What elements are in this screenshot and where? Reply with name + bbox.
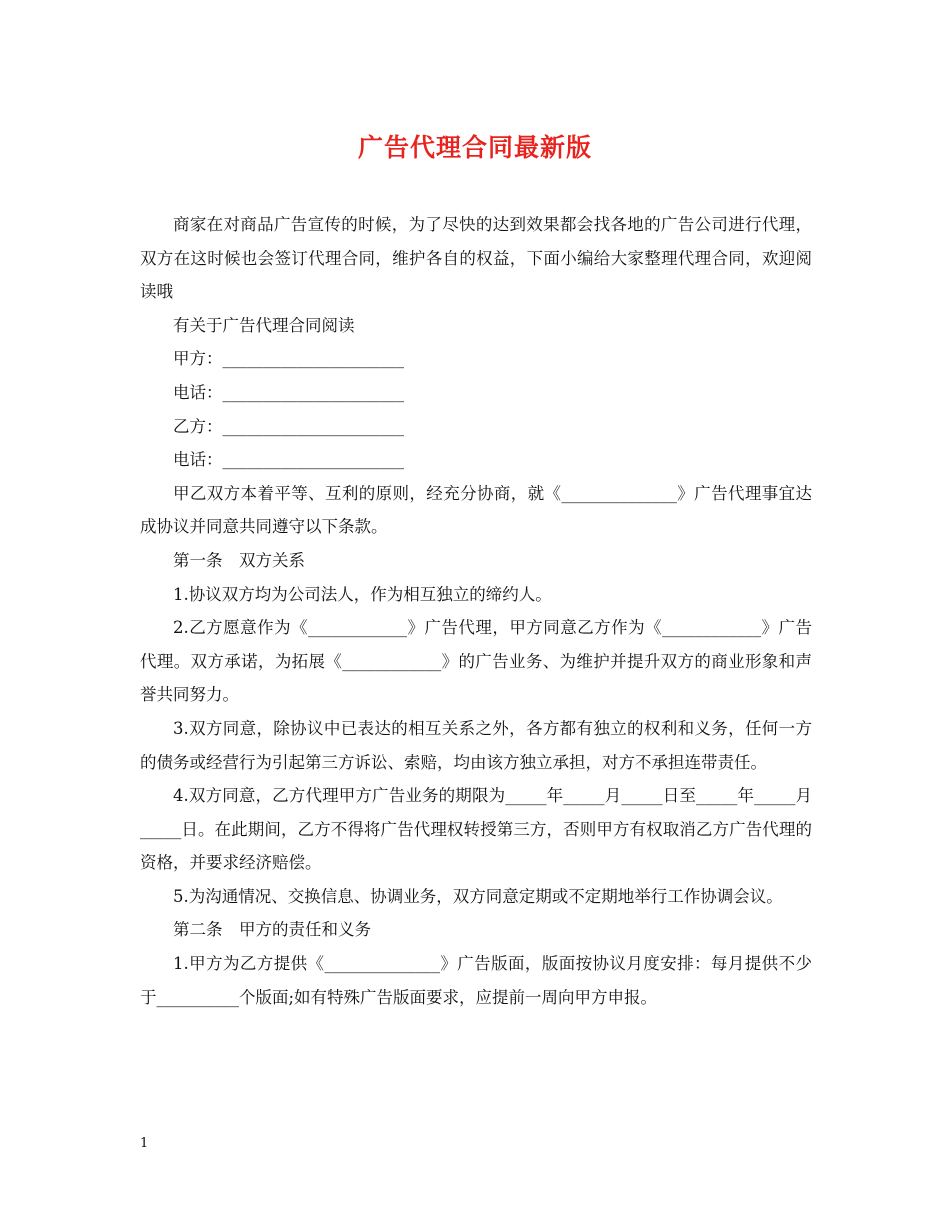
clause-1-1: 1.协议双方均为公司法人，作为相互独立的缔约人。 [173, 584, 552, 604]
section-heading: 有关于广告代理合同阅读 [173, 315, 355, 335]
party-b-field: 乙方：______________________ [173, 416, 404, 436]
clause-1-5: 5.为沟通情况、交换信息、协调业务，双方同意定期或不定期地举行工作协调会议。 [173, 886, 783, 906]
intro-paragraph: 商家在对商品广告宣传的时候，为了尽快的达到效果都会找各地的广告公司进行代理，双方在这时候也会签订代理合同，维护各自的权益，下面小编给大家整理代理合同，欢迎阅读哦 [140, 215, 812, 302]
clause-2-1: 1.甲方为乙方提供《______________》广告版面，版面按协议月度安排：每月提供不少于__________个版面;如有特殊广告版面要求，应提前一周向甲方申报。 [140, 954, 812, 1007]
document-body [140, 208, 812, 1014]
article-one-heading: 第一条 双方关系 [173, 550, 305, 570]
party-a-phone-field: 电话：______________________ [173, 382, 404, 402]
article-two-heading: 第二条 甲方的责任和义务 [173, 920, 371, 940]
agreement-paragraph: 甲乙双方本着平等、互利的原则，经充分协商，就《______________》广告代理事宜达成协议并同意共同遵守以下条款。 [140, 483, 812, 537]
party-a-field: 甲方：______________________ [173, 349, 404, 369]
clause-1-2: 2.乙方愿意作为《____________》广告代理，甲方同意乙方作为《____________》广告代理。双方承诺，为拓展《____________》的广告业务、为维护并提升双方的商业形象和声誉共同努力。 [140, 618, 812, 705]
clause-1-4: 4.双方同意，乙方代理甲方广告业务的期限为_____年_____月_____日至_____年_____月_____日。在此期间，乙方不得将广告代理权转授第三方，否则甲方有权取消乙方广告代理的资格，并要求经济赔偿。 [140, 786, 812, 873]
document-title: 广告代理合同最新版 [357, 133, 592, 162]
page-number: 1 [140, 1136, 149, 1151]
party-b-phone-field: 电话：______________________ [173, 450, 404, 470]
clause-1-3: 3.双方同意，除协议中已表达的相互关系之外，各方都有独立的权利和义务，任何一方的债务或经营行为引起第三方诉讼、索赔，均由该方独立承担，对方不承担连带责任。 [140, 718, 812, 772]
